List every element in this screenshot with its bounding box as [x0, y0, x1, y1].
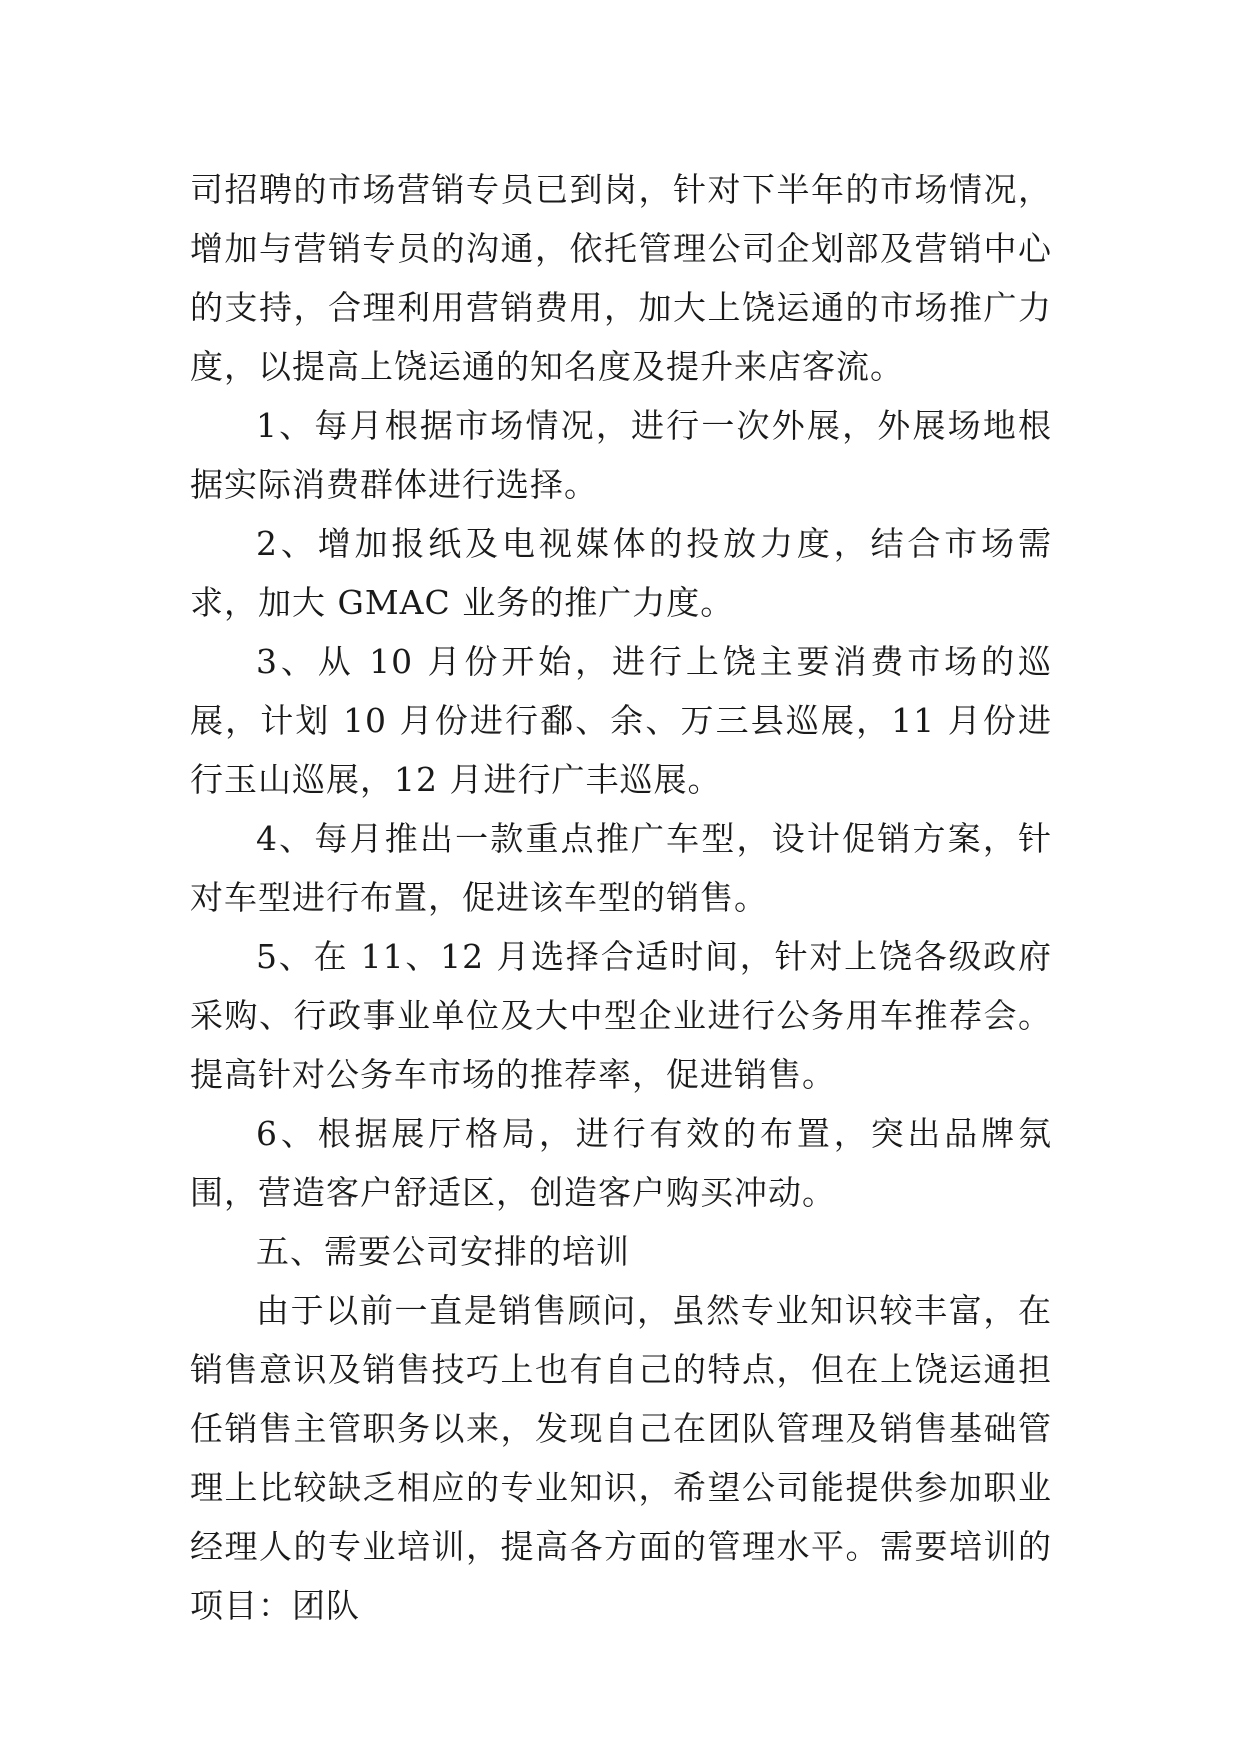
paragraph-training: 由于以前一直是销售顾问，虽然专业知识较丰富，在销售意识及销售技巧上也有自己的特点，但在上饶运通担任销售主管职务以来，发现自己在团队管理及销售基础管理上比较缺乏相应的专业知识，希望公司能提供参加职业经理人的专业培训，提高各方面的管理水平。需要培训的项目：团队 [190, 1291, 1052, 1625]
paragraph-item-3: 3、从 10 月份开始，进行上饶主要消费市场的巡展，计划 10 月份进行鄱、余、万三县巡展，11 月份进行玉山巡展，12 月进行广丰巡展。 [190, 642, 1052, 799]
paragraph-item-1: 1、每月根据市场情况，进行一次外展，外展场地根据实际消费群体进行选择。 [190, 406, 1052, 504]
paragraph-item-6: 6、根据展厅格局，进行有效的布置，突出品牌氛围，营造客户舒适区，创造客户购买冲动。 [190, 1114, 1052, 1212]
paragraph-item-5: 5、在 11、12 月选择合适时间，针对上饶各级政府采购、行政事业单位及大中型企业进行公务用车推荐会。提高针对公务车市场的推荐率，促进销售。 [190, 937, 1052, 1094]
document-body [190, 160, 1052, 1635]
paragraph-item-2: 2、增加报纸及电视媒体的投放力度，结合市场需求，加大 GMAC 业务的推广力度。 [190, 524, 1052, 622]
paragraph-item-4: 4、每月推出一款重点推广车型，设计促销方案，针对车型进行布置，促进该车型的销售。 [190, 819, 1052, 917]
paragraph-intro: 司招聘的市场营销专员已到岗，针对下半年的市场情况，增加与营销专员的沟通，依托管理公司企划部及营销中心的支持，合理利用营销费用，加大上饶运通的市场推广力度，以提高上饶运通的知名度及提升来店客流。 [190, 170, 1052, 386]
section-heading-training: 五、需要公司安排的培训 [256, 1232, 630, 1271]
